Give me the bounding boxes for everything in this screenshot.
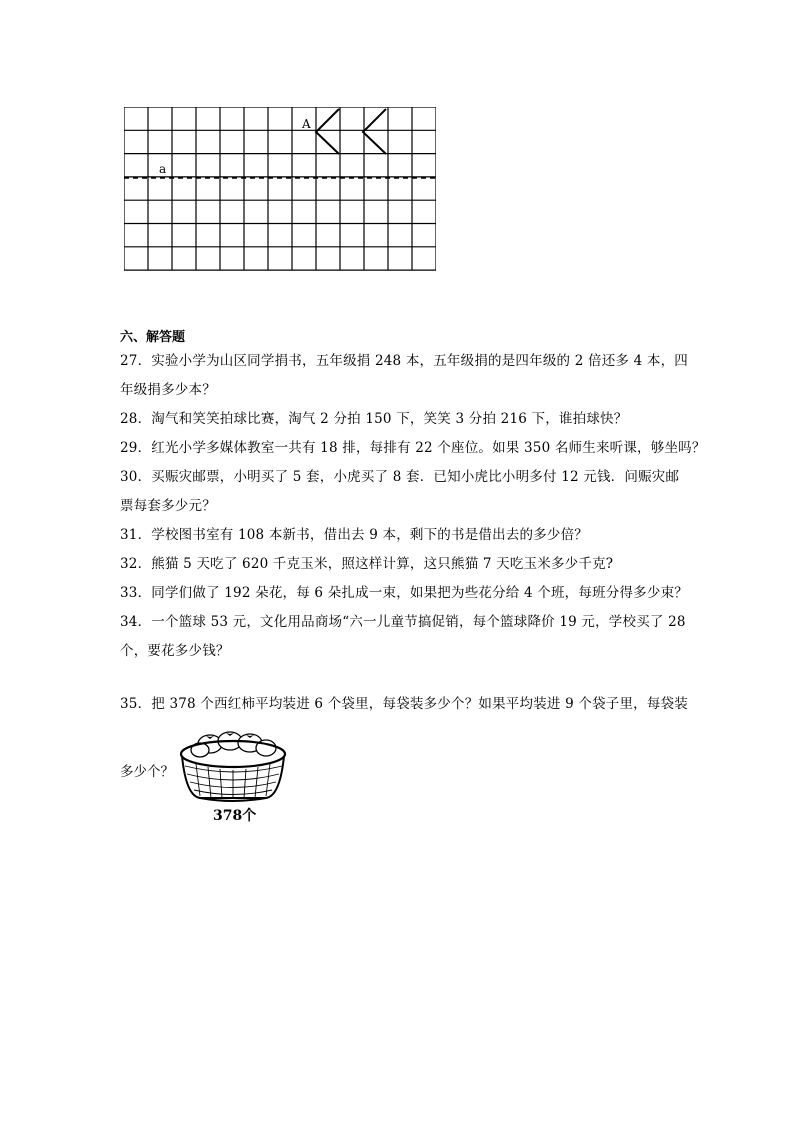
question-q35 [120,690,688,719]
question-line: 31．学校图书室有 108 本新书，借出去 9 本，剩下的书是借出去的多少倍？ [120,527,588,543]
question-q33 [120,579,688,608]
question-line: 35．把 378 个西红柿平均装进 6 个袋里，每袋装多少个？如果平均装进 9 个袋子里，每袋装 [120,696,688,712]
grid-figure [124,107,436,273]
question-q27 [120,347,688,405]
question-line: 29．红光小学多媒体教室一共有 18 排，每排有 22 个座位。如果 350 名师生来听课，够坐吗？ [120,440,706,456]
question-q28 [120,405,680,434]
question-line: 票每套多少元？ [120,498,216,514]
question-q32 [120,550,680,579]
question-q29 [120,434,706,463]
section-heading: 六、解答题 [120,330,186,345]
question-q34 [120,608,686,666]
question-line: 30．买赈灾邮票，小明买了 5 套，小虎买了 8 套．已知小虎比小明多付 12 元钱．问赈灾邮 [120,469,680,485]
label-A: A [302,117,311,131]
label-a: a [159,162,167,176]
question-q31 [120,521,680,550]
question-line: 27．实验小学为山区同学捐书，五年级捐 248 本，五年级捐的是四年级的 2 倍还多 4 本，四 [120,353,688,369]
question-line: 33．同学们做了 192 朵花，每 6 朵扎成一束，如果把为些花分给 4 个班，每班分得多少束？ [120,585,688,601]
question-line: 32．熊猫 5 天吃了 620 千克玉米，照这样计算，这只熊猫 7 天吃玉米多少千克? [120,556,614,572]
question-line: 28．淘气和笑笑拍球比赛，淘气 2 分拍 150 下，笑笑 3 分拍 216 下，谁拍球快？ [120,411,628,427]
shape-a-triangle [316,109,339,154]
question-q30 [120,463,680,521]
question-line: 年级捐多少本？ [120,382,216,398]
question-35-tail: 多少个？ [120,764,174,780]
question-line: 个，要花多少钱？ [120,643,230,659]
shape-b-triangle [363,109,386,154]
basket-caption: 378个 [213,808,257,824]
question-line: 34．一个篮球 53 元，文化用品商场“六一儿童节搞促销，每个篮球降价 19 元，学校买了 28 [120,614,686,630]
